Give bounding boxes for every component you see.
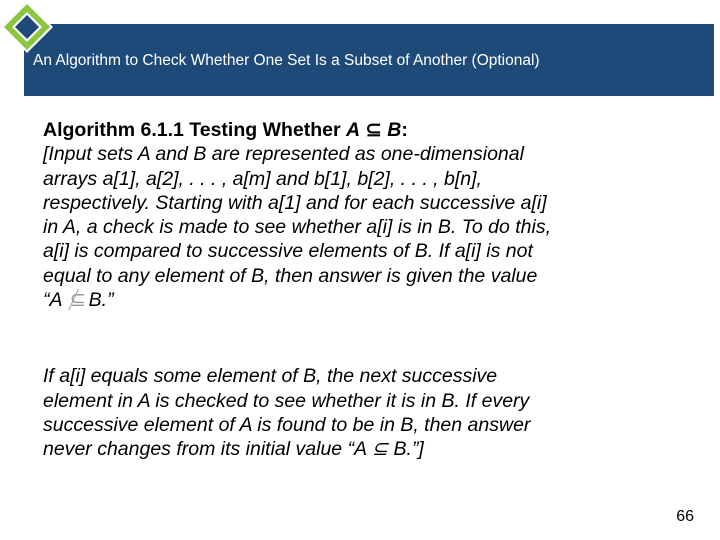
paragraph-line: in A, a check is made to see whether a[i] is in B. To do this, [43,216,551,239]
paragraph-line: a[i] is compared to successive elements of B. If a[i] is not [43,240,533,263]
paragraph-line: successive element of A is found to be in B, then answer [43,413,531,436]
slide-title: An Algorithm to Check Whether One Set Is a Subset of Another (Optional) [33,52,540,69]
not-subset-symbol: ⊆ [67,288,88,312]
paragraph-line: [Input sets A and B are represented as one-dimensional [43,143,524,166]
paragraph-line: If a[i] equals some element of B, the next successive [43,365,498,388]
paragraph-line: element in A is checked to see whether it is in B. If every [43,389,530,412]
paragraph-line-last [43,288,683,312]
heading-colon: : [401,119,408,141]
paragraph-line: never changes from its initial value “A ⊆ B.”] [43,438,424,461]
paragraph-line: arrays a[1], a[2], . . . , a[m] and b[1], b[2], . . . , b[n], [43,167,482,190]
paragraph-line: equal to any element of B, then answer is given the value [43,264,538,287]
heading-text: Algorithm 6.1.1 Testing Whether [43,119,347,141]
heading-subset-symbol: ⊆ [365,119,382,141]
heading-set-b: B [387,119,402,141]
page-number: 66 [676,508,694,525]
algorithm-heading [43,118,683,142]
paragraph-gap [43,312,683,364]
input-paragraph [43,142,683,312]
quote-b-close: B.” [88,289,114,312]
slide-content [43,118,683,462]
heading-set-a: A [346,119,361,141]
paragraph-line: respectively. Starting with a[1] and for each successive a[i] [43,191,547,214]
quote-open-a: “A [43,289,68,312]
diamond-logo-icon [0,0,54,54]
loop-paragraph [43,364,683,461]
